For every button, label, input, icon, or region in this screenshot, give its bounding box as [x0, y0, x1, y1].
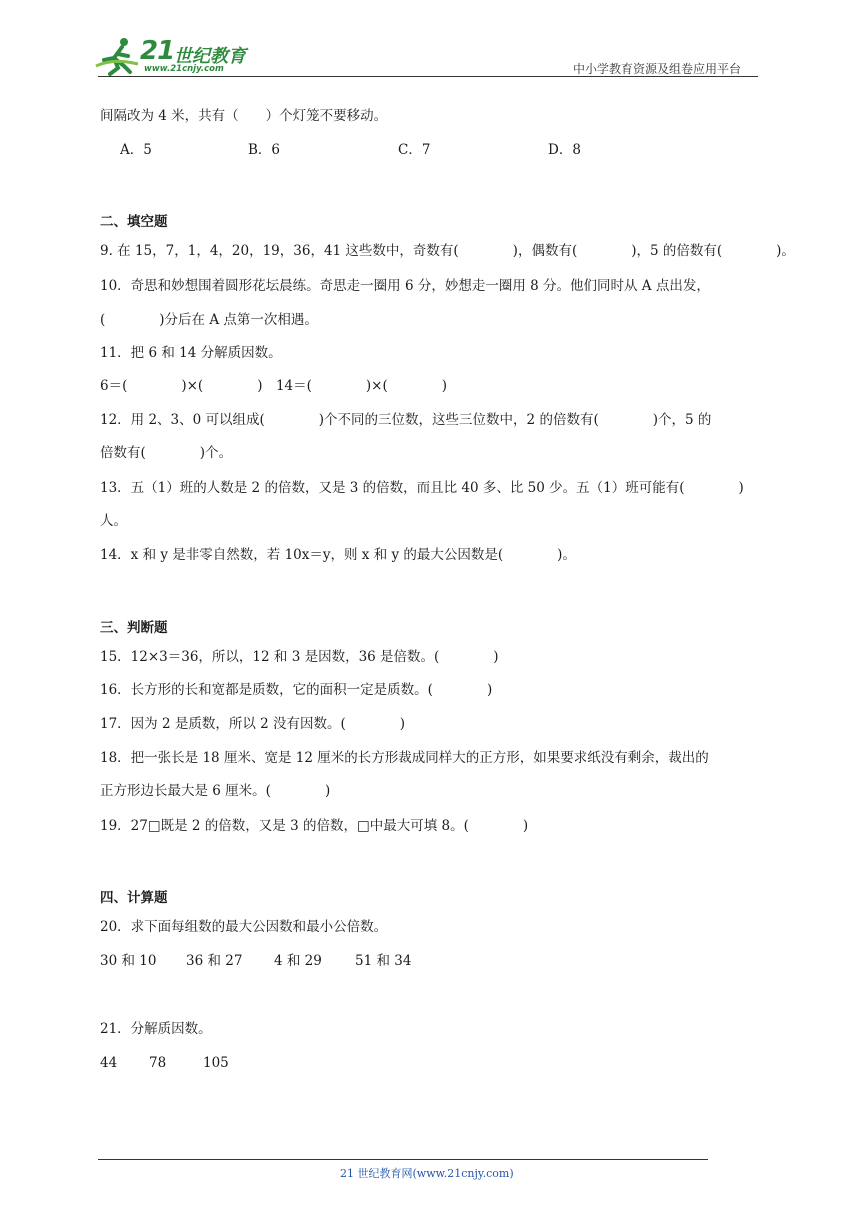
- question-21: 21．分解质因数。: [100, 1021, 212, 1037]
- q8-continuation: 间隔改为 4 米，共有（ ）个灯笼不要移动。: [100, 108, 388, 124]
- header-divider: [98, 76, 758, 77]
- q20-item-3: 4 和 29: [274, 953, 322, 969]
- question-18-line2: 正方形边长最大是 6 厘米。( ): [100, 783, 331, 799]
- question-10-line1: 10．奇思和妙想围着圆形花坛晨练。奇思走一圈用 6 分，妙想走一圈用 8 分。他们同时从 A 点出发，: [100, 278, 710, 294]
- question-11: 11．把 6 和 14 分解质因数。: [100, 345, 282, 361]
- logo-text: 世纪教育: [174, 46, 246, 67]
- question-18-line1: 18．把一张长是 18 厘米、宽是 12 厘米的长方形裁成同样大的正方形，如果要求纸没有剩余，裁出的: [100, 750, 709, 766]
- question-14: 14．x 和 y 是非零自然数，若 10x＝y，则 x 和 y 的最大公因数是( )。: [100, 547, 576, 563]
- q8-option-c: C．7: [398, 142, 431, 158]
- section-3-title: 三、判断题: [100, 620, 168, 636]
- question-13-line1: 13．五（1）班的人数是 2 的倍数，又是 3 的倍数，而且比 40 多、比 50 少。五（1）班可能有( ): [100, 480, 744, 496]
- q21-item-3: 105: [203, 1055, 229, 1071]
- question-12-line1: 12．用 2、3、0 可以组成( )个不同的三位数，这些三位数中，2 的倍数有( )个，5 的: [100, 412, 712, 428]
- question-12-line2: 倍数有( )个。: [100, 445, 233, 461]
- question-10-line2: ( )分后在 A 点第一次相遇。: [100, 312, 318, 328]
- section-4-title: 四、计算题: [100, 890, 168, 906]
- question-16: 16．长方形的长和宽都是质数，它的面积一定是质数。( ): [100, 682, 493, 698]
- section-2-title: 二、填空题: [100, 214, 168, 230]
- runner-icon: [94, 36, 142, 76]
- q21-item-2: 78: [149, 1055, 167, 1071]
- q8-option-b: B．6: [248, 142, 281, 158]
- question-17: 17．因为 2 是质数，所以 2 没有因数。( ): [100, 716, 406, 732]
- site-logo: [94, 34, 264, 78]
- logo-url: www.21cnjy.com: [144, 64, 224, 74]
- platform-name: 中小学教育资源及组卷应用平台: [573, 62, 742, 76]
- q20-item-1: 30 和 10: [100, 953, 157, 969]
- question-19: 19．27□既是 2 的倍数，又是 3 的倍数，□中最大可填 8。( ): [100, 818, 529, 834]
- question-20: 20．求下面每组数的最大公因数和最小公倍数。: [100, 919, 388, 935]
- q20-item-2: 36 和 27: [186, 953, 243, 969]
- question-11-answer-line: 6＝( )×( ) 14＝( )×( ): [100, 378, 448, 394]
- logo-number: 21: [140, 36, 175, 66]
- footer-divider: [98, 1159, 708, 1160]
- q21-item-1: 44: [100, 1055, 118, 1071]
- footer-link[interactable]: 21 世纪教育网(www.21cnjy.com): [340, 1167, 514, 1180]
- question-9: 9. 在 15，7，1，4，20，19，36，41 这些数中，奇数有( )，偶数有( )，5 的倍数有( )。: [100, 243, 795, 259]
- question-13-line2: 人。: [100, 513, 127, 529]
- q20-item-4: 51 和 34: [355, 953, 412, 969]
- question-15: 15．12×3＝36，所以，12 和 3 是因数，36 是倍数。( ): [100, 649, 499, 665]
- q8-option-d: D．8: [548, 142, 581, 158]
- q8-option-a: A．5: [120, 142, 152, 158]
